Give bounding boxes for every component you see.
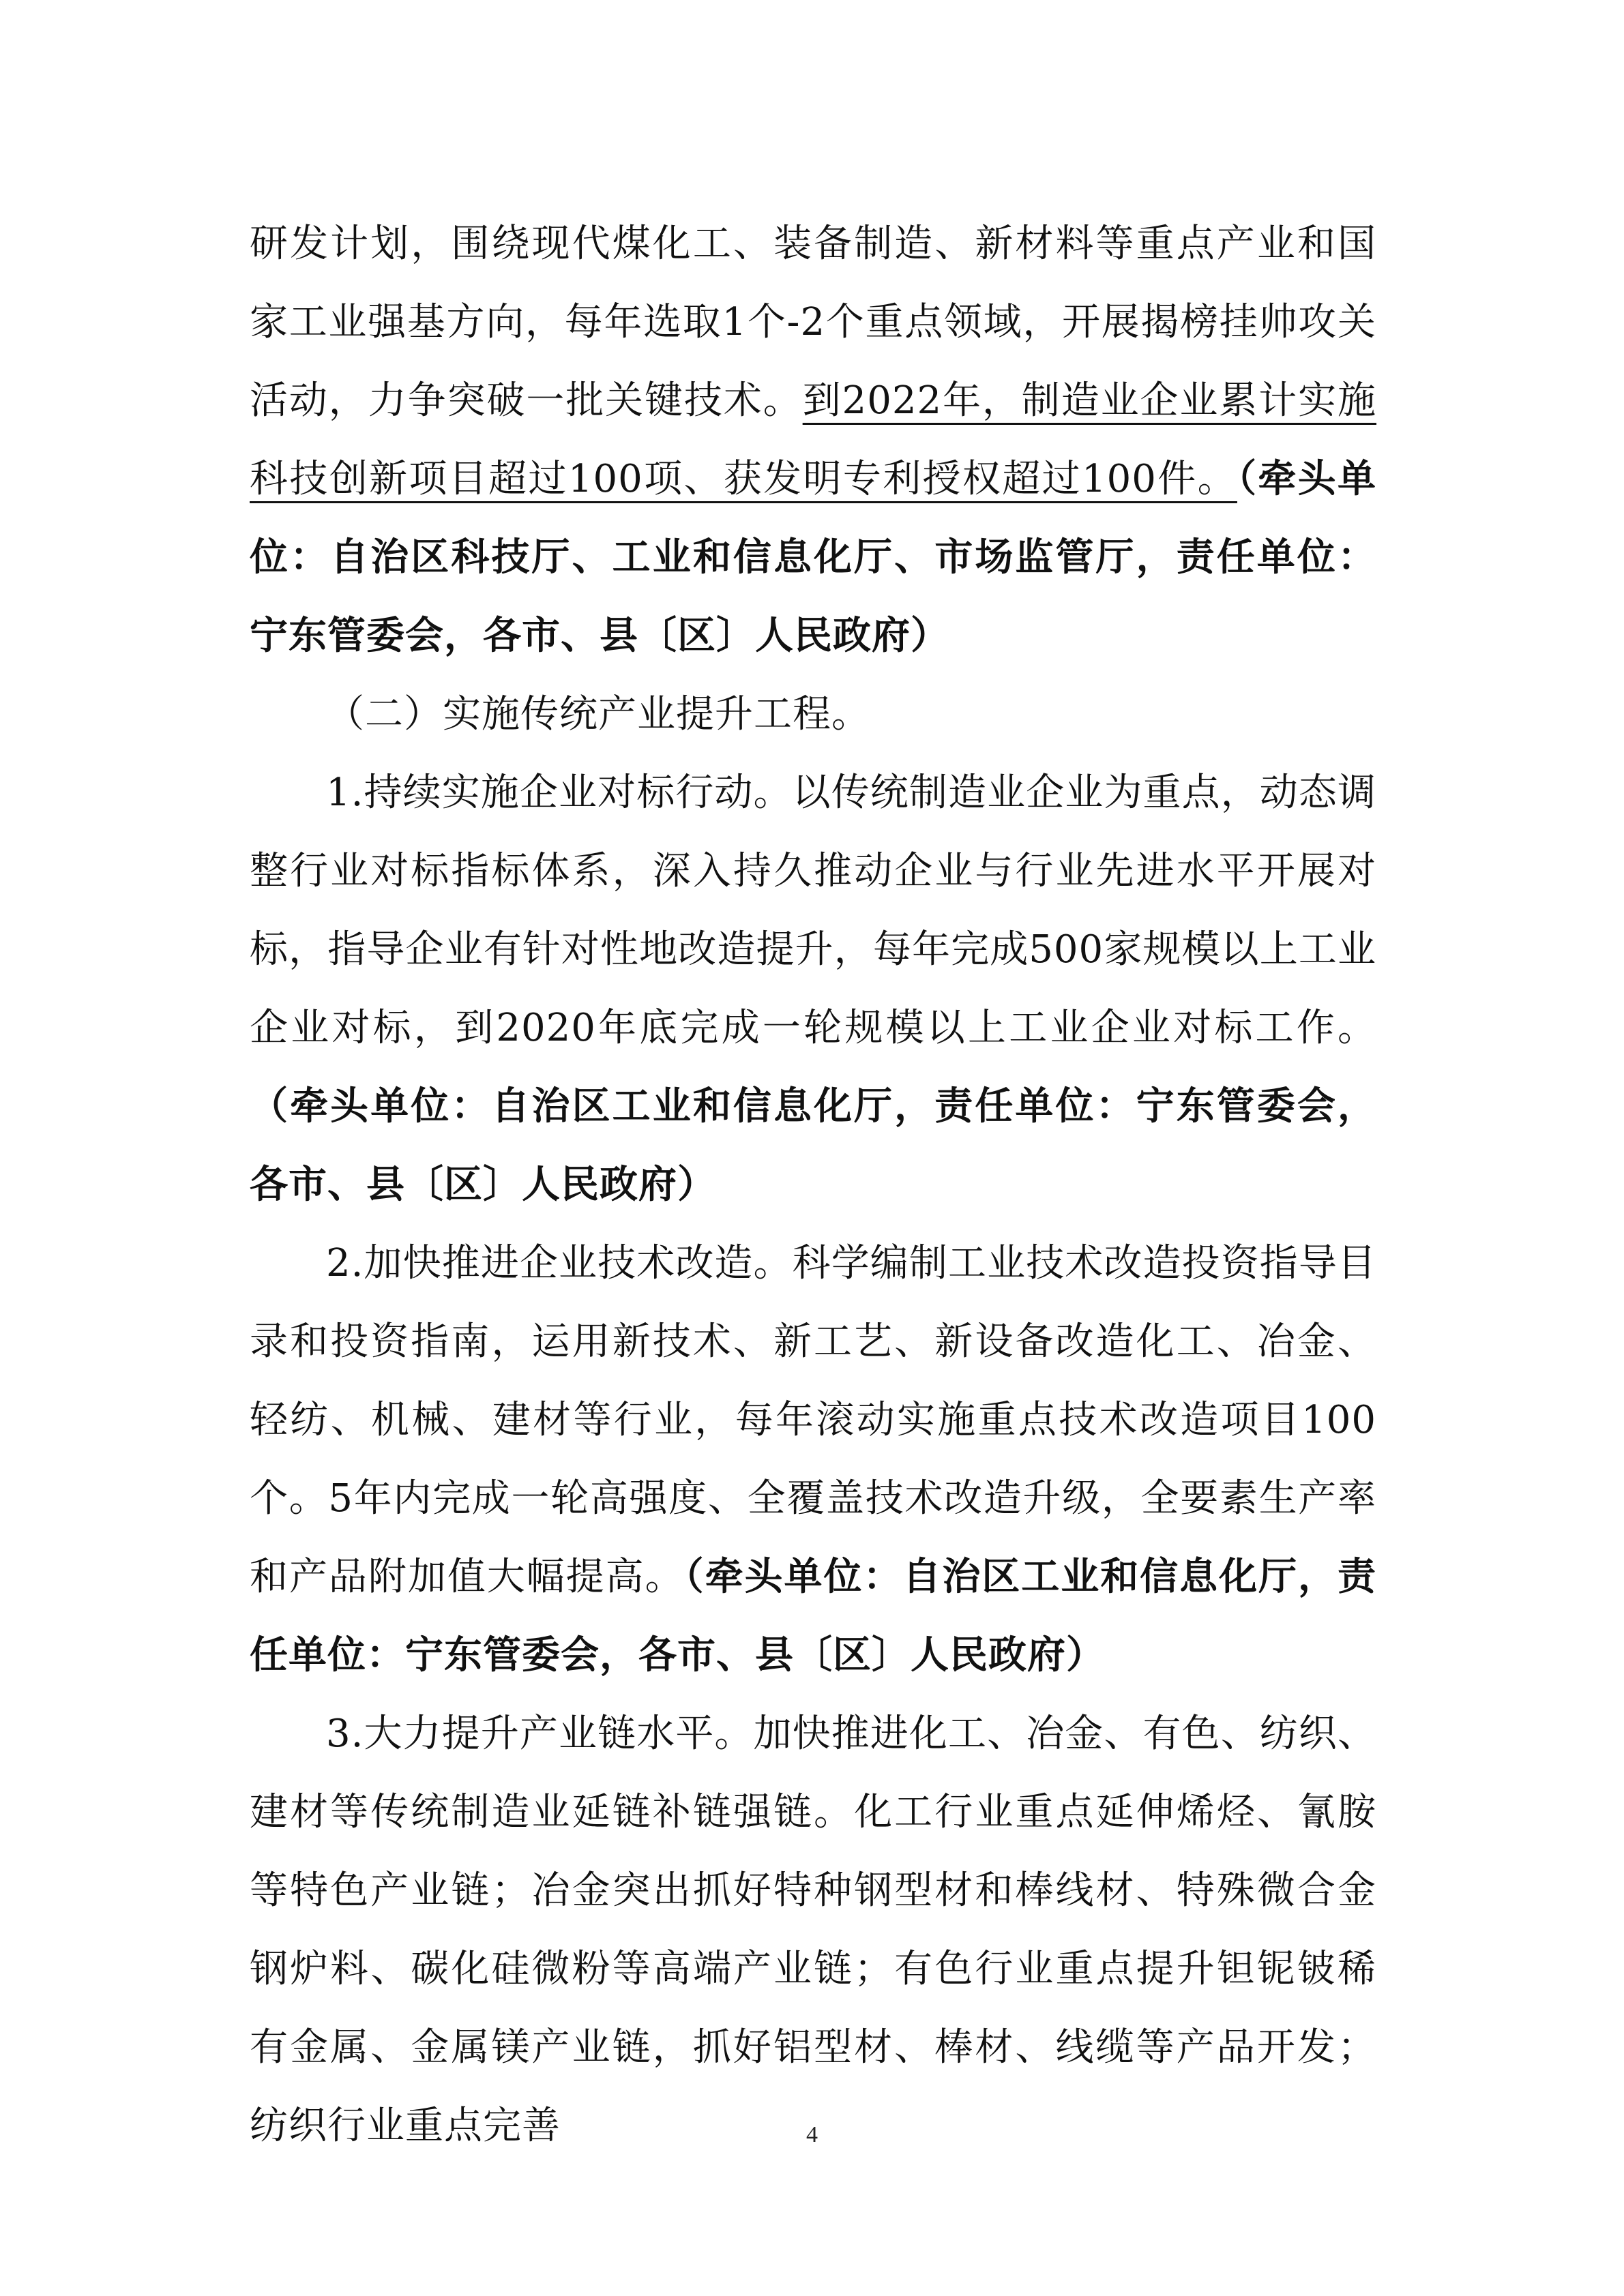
section-heading-text: （二）实施传统产业提升工程。 bbox=[326, 692, 870, 736]
section-heading bbox=[250, 675, 1376, 754]
page-number: 4 bbox=[806, 2122, 818, 2147]
underlined-target-text: 到2022年，制造业企业累计实施科技创新项目超过100项、获发明专利授权超过100件。 bbox=[250, 378, 1377, 501]
paragraph-text: 1.持续实施企业对标行动。以传统制造业企业为重点，动态调整行业对标指标体系，深入持久推动企业与行业先进水平开展对标，指导企业有针对性地改造提升，每年完成500家规模以上工业企业对标，到2020年底完成一轮规模以上工业企业对标工作。 bbox=[250, 771, 1376, 1050]
paragraph-item-2 bbox=[250, 1224, 1376, 1695]
paragraph-item-3 bbox=[250, 1695, 1376, 2165]
paragraph-text: 2.加快推进企业技术改造。科学编制工业技术改造投资指导目录和投资指南，运用新技术、新工艺、新设备改造化工、冶金、轻纺、机械、建材等行业，每年滚动实施重点技术改造项目100个。5年内完成一轮高强度、全覆盖技术改造升级，全要素生产率和产品附加值大幅提高。 bbox=[250, 1241, 1376, 1599]
document-body bbox=[250, 205, 1376, 2165]
paragraph-item-1 bbox=[250, 754, 1376, 1224]
paragraph-text: 研发计划，围绕现代煤化工、装备制造、新材料等重点产业和国家工业强基方向，每年选取1个-2个重点领域，开展揭榜挂帅攻关活动，力争突破一批关键技术。 bbox=[250, 222, 1376, 423]
paragraph-text: 3.大力提升产业链水平。加快推进化工、冶金、有色、纺织、建材等传统制造业延链补链强链。化工行业重点延伸烯烃、氰胺等特色产业链；冶金突出抓好特种钢型材和棒线材、特殊微合金钢炉料、碳化硅微粉等高端产业链；有色行业重点提升钽铌铍稀有金属、金属镁产业链，抓好铝型材、棒材、线缆等产品开发；纺织行业重点完善 bbox=[250, 1712, 1376, 2148]
responsible-units: （牵头单位：自治区科技厅、工业和信息化厅、市场监管厅，责任单位：宁东管委会，各市、县〔区〕人民政府） bbox=[250, 456, 1377, 658]
responsible-units: （牵头单位：自治区工业和信息化厅，责任单位：宁东管委会，各市、县〔区〕人民政府） bbox=[250, 1554, 1377, 1678]
responsible-units: （牵头单位：自治区工业和信息化厅，责任单位：宁东管委会，各市、县〔区〕人民政府） bbox=[250, 1084, 1376, 1207]
paragraph-rd-plan bbox=[250, 205, 1376, 675]
